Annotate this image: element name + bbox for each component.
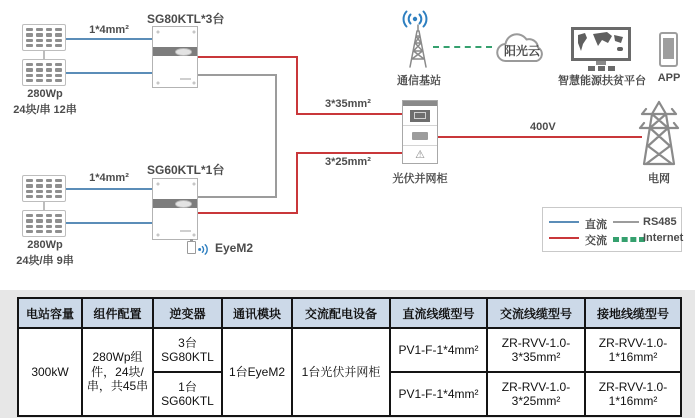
pv-array-power-label: 280Wp <box>27 239 63 251</box>
inverter-cell <box>153 372 222 416</box>
module-config-cell: 280Wp组件，24块/串，共45串 <box>82 328 153 416</box>
solar-panel-icon <box>22 24 66 51</box>
eyem2-label: EyeM2 <box>215 241 254 255</box>
dc-cable-cell: PV1-F-1*4mm² <box>390 328 487 372</box>
monitor-stand <box>596 61 606 65</box>
ac-line <box>296 152 298 214</box>
ac-equipment-cell: 1台光伏并网柜 <box>292 328 390 416</box>
ac-cable-cell: ZR-RVV-1.0-3*35mm² <box>487 328 585 372</box>
col-header-dc-cable: 直流线缆型号 <box>390 298 487 328</box>
dc-cable-label: 1*4mm² <box>89 172 129 184</box>
internet-line <box>433 46 492 48</box>
legend-internet-label: Internet <box>643 232 684 244</box>
dc-cable-label: 1*4mm² <box>89 24 129 36</box>
cabinet-warning-section <box>403 145 437 165</box>
ground-cable-cell: ZR-RVV-1.0-1*16mm² <box>585 328 681 372</box>
ground-cable-cell: ZR-RVV-1.0-1*16mm² <box>585 372 681 416</box>
cabinet-display-section <box>403 106 437 125</box>
solar-panel-icon <box>22 59 66 86</box>
rs485-line <box>198 74 277 76</box>
inverter-top-label: SG80KTL*3台 <box>147 12 225 26</box>
inverter-handle <box>175 48 192 56</box>
pv-array-power-label: 280Wp <box>27 88 63 100</box>
platform-label: 智慧能源扶贫平台 <box>558 75 646 87</box>
inverter-icon <box>152 26 198 88</box>
col-header-ground-cable: 接地线缆型号 <box>585 298 681 328</box>
ac-line <box>296 113 402 115</box>
dc-cable-cell: PV1-F-1*4mm² <box>390 372 487 416</box>
eyem2-dongle-icon <box>187 241 196 254</box>
inverter-cell <box>153 328 222 372</box>
inverter-logo <box>180 230 191 232</box>
inverter-logo <box>180 78 191 80</box>
monitor-icon <box>571 27 631 71</box>
legend-dc-label: 直流 <box>585 219 607 231</box>
ac-cable-top-label: 3*35mm² <box>325 98 371 110</box>
ac-cable-cell: ZR-RVV-1.0-3*25mm² <box>487 372 585 416</box>
ac-line <box>437 136 642 138</box>
legend-ac-label: 交流 <box>585 235 607 247</box>
dc-line <box>66 188 152 190</box>
pv-array-config-label: 24块/串 9串 <box>16 255 74 267</box>
col-header-ac-equipment: 交流配电设备 <box>292 298 390 328</box>
panel-connector-line <box>43 202 45 210</box>
ac-line <box>296 152 402 154</box>
inverter-qty: 3台 <box>178 335 197 350</box>
inverter-model: SG80KTL <box>161 350 214 364</box>
pv-array-config-label: 24块/串 12串 <box>13 104 77 116</box>
warning-icon: ⚠ <box>415 149 425 161</box>
dc-line <box>66 38 152 40</box>
col-header-capacity: 电站容量 <box>18 298 82 328</box>
legend-rs485-line <box>613 221 639 223</box>
cabinet-switch-section <box>403 125 437 145</box>
wifi-icon <box>197 242 211 256</box>
base-station-label: 通信基站 <box>397 75 441 87</box>
legend-internet-line <box>613 237 645 242</box>
col-header-comm: 通讯模块 <box>222 298 292 328</box>
table-header-row <box>18 298 681 328</box>
ac-line <box>296 56 298 115</box>
app-label: APP <box>657 72 681 84</box>
col-header-inverter: 逆变器 <box>153 298 222 328</box>
monitor-base <box>571 66 631 71</box>
cabinet-display <box>410 110 430 122</box>
comm-module-cell: 1台EyeM2 <box>222 328 292 416</box>
inverter-qty: 1台 <box>178 379 197 394</box>
ac-line <box>198 212 298 214</box>
solar-panel-icon <box>22 175 66 202</box>
table-row <box>18 328 681 372</box>
inverter-model: SG60KTL <box>161 394 214 408</box>
col-header-modules: 组件配置 <box>82 298 153 328</box>
legend-dc-line <box>549 221 579 223</box>
ac-cable-bottom-label: 3*25mm² <box>325 156 371 168</box>
col-header-ac-cable: 交流线缆型号 <box>487 298 585 328</box>
rs485-line <box>198 196 277 198</box>
rs485-line <box>275 74 277 198</box>
cabinet-label: 光伏并网柜 <box>392 173 448 185</box>
dc-line <box>66 72 152 74</box>
cabinet-switch <box>412 132 428 140</box>
inverter-icon <box>152 178 198 240</box>
legend-ac-line <box>549 237 579 239</box>
phone-icon <box>659 32 678 67</box>
world-map <box>574 30 628 58</box>
comm-tower-icon <box>402 23 434 69</box>
legend <box>542 207 682 252</box>
grid-label: 电网 <box>648 173 670 185</box>
inverter-bottom-label: SG60KTL*1台 <box>147 163 225 177</box>
cloud-label: 阳光云 <box>503 44 540 58</box>
grid-cabinet-icon <box>402 100 438 164</box>
legend-rs485-label: RS485 <box>643 216 677 228</box>
spec-table <box>17 297 682 417</box>
ac-line <box>198 56 298 58</box>
grid-tower-icon <box>638 100 680 168</box>
inverter-handle <box>175 200 192 208</box>
voltage-label: 400V <box>530 121 556 133</box>
monitor-screen <box>571 27 631 61</box>
dc-line <box>66 222 152 224</box>
capacity-cell: 300kW <box>18 328 82 416</box>
panel-connector-line <box>43 51 45 59</box>
solar-panel-icon <box>22 210 66 237</box>
